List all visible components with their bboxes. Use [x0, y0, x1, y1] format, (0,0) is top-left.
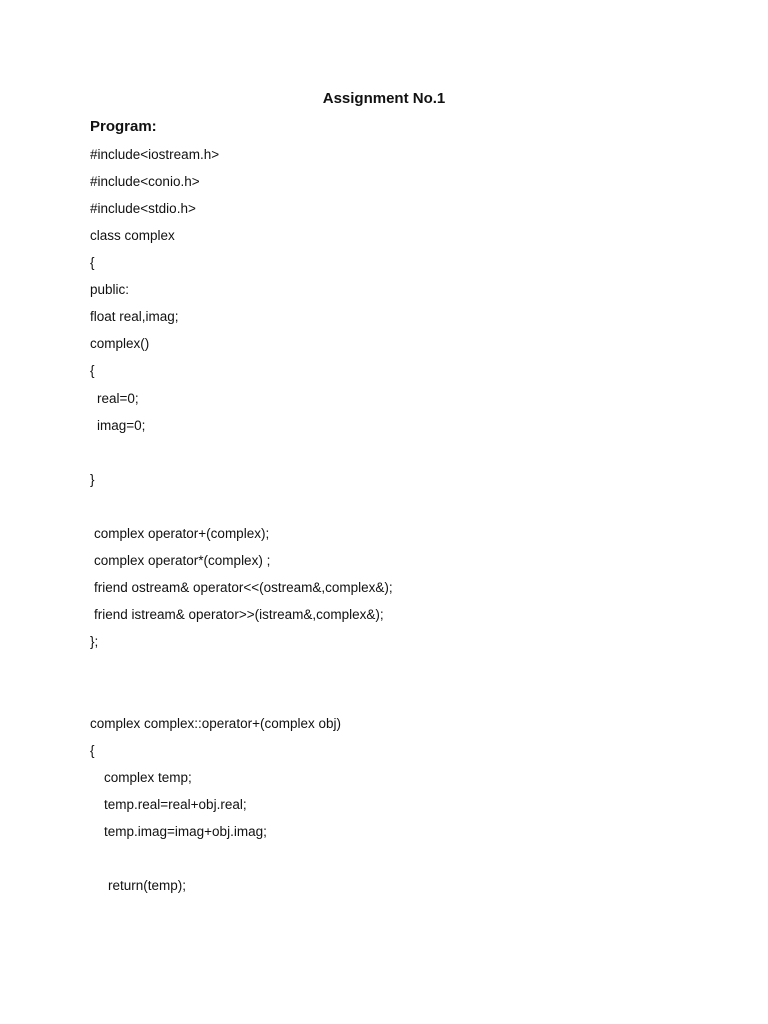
code-line: { — [90, 255, 95, 270]
code-line: #include<conio.h> — [90, 174, 200, 189]
code-line: float real,imag; — [90, 309, 179, 324]
code-line: class complex — [90, 228, 175, 243]
code-line: return(temp); — [108, 878, 187, 893]
code-line: #include<stdio.h> — [90, 201, 196, 216]
code-line: complex operator+(complex); — [94, 526, 270, 541]
code-line: friend ostream& operator<<(ostream&,complex&); — [94, 580, 393, 595]
page-title: Assignment No.1 — [322, 90, 446, 107]
code-line: temp.imag=imag+obj.imag; — [104, 824, 267, 839]
code-line: public: — [90, 282, 130, 297]
code-line: real=0; — [97, 391, 139, 406]
code-line: friend istream& operator>>(istream&,complex&); — [94, 607, 384, 622]
code-line: } — [90, 472, 95, 487]
code-line: }; — [90, 634, 99, 649]
code-line: complex complex::operator+(complex obj) — [90, 716, 341, 731]
code-line: #include<iostream.h> — [90, 147, 220, 162]
code-line: { — [90, 743, 95, 758]
code-line: { — [90, 363, 95, 378]
code-line: complex() — [90, 336, 150, 351]
code-line: imag=0; — [97, 418, 146, 433]
code-line: complex operator*(complex) ; — [94, 553, 271, 568]
code-line: complex temp; — [104, 770, 192, 785]
code-line: temp.real=real+obj.real; — [104, 797, 247, 812]
section-heading: Program: — [90, 118, 157, 135]
